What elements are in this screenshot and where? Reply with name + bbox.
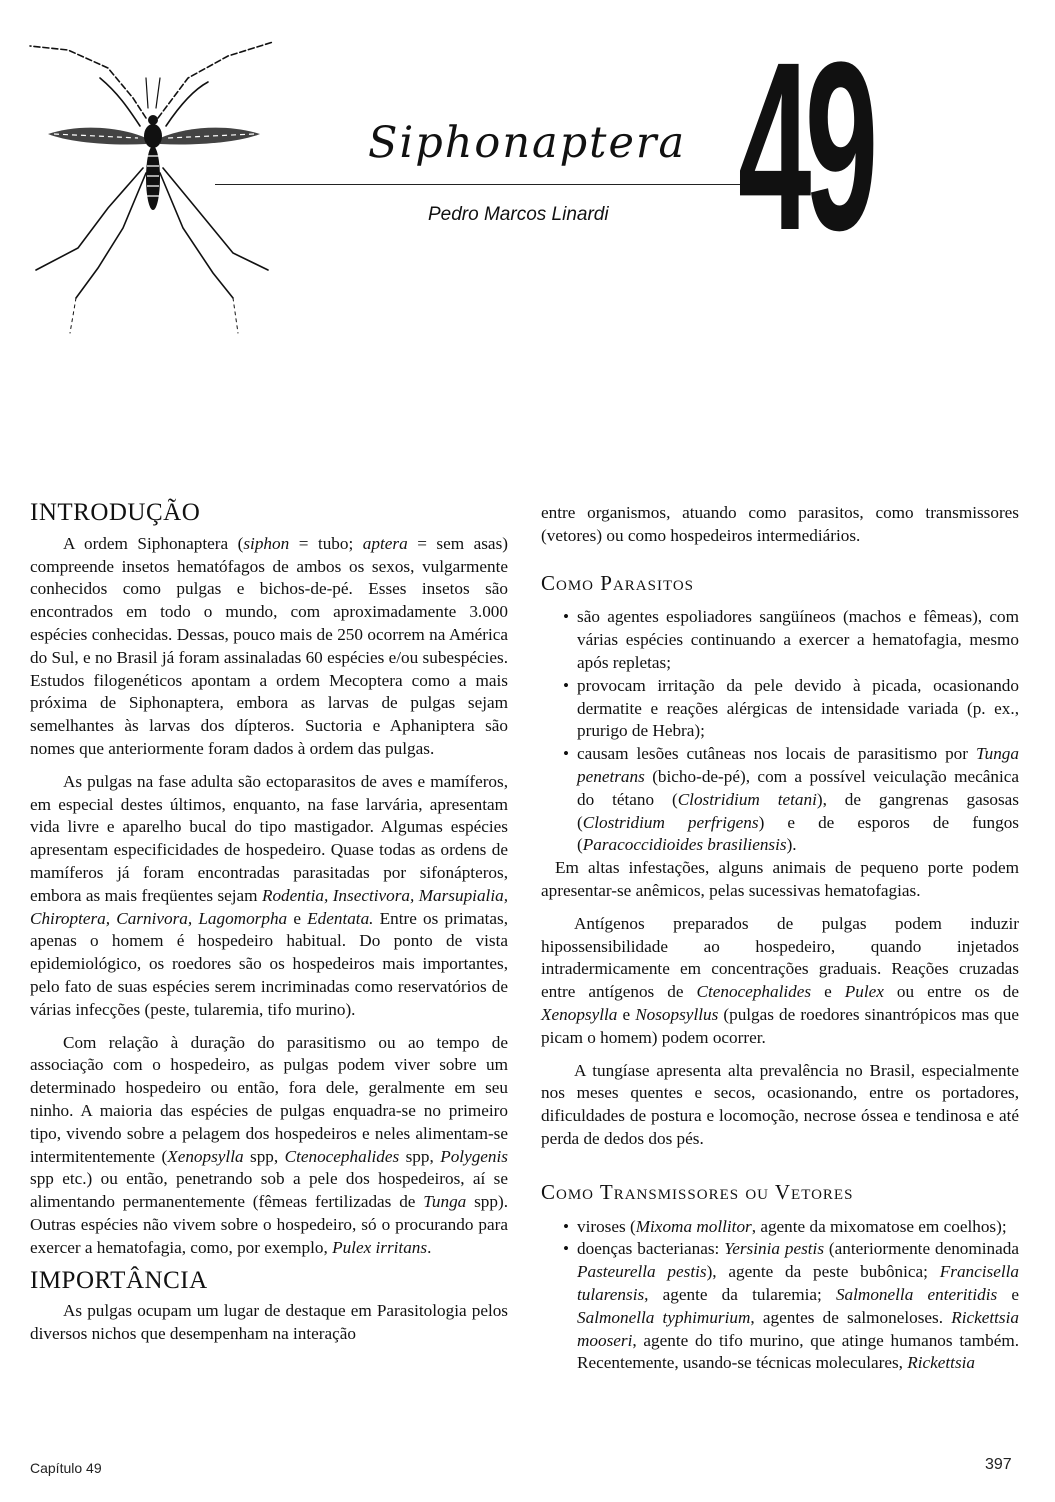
parasites-list [541, 606, 1019, 857]
section-heading-importance: IMPORTÂNCIA [30, 1266, 208, 1294]
mosquito-illustration [28, 38, 278, 338]
paragraph: Antígenos preparados de pulgas podem induzir hipossensibilidade ao hospedeiro, quando injetados intradermicamente em concentrações graduais. Reações cruzadas entre antígenos de Ctenocephalides e Pulex ou entre os de Xenopsylla e Nosopsyllus (pulgas de roedores sinantrópicos mas que picam o homem) podem ocorrer. [541, 913, 1019, 1047]
list-item: • causam lesões cutâneas nos locais de parasitismo por Tunga penetrans (bicho-de-pé), com a possível veiculação mecânica do tétano (Clostridium tetani), de gangrenas gasosas (Clostridium perfrigens) e de esporos de fungos (Paracoccidioides brasiliensis). [563, 743, 1019, 857]
list-item: • viroses (Mixoma mollitor, agente da mixomatose em coelhos); [563, 1216, 1019, 1239]
paragraph: As pulgas ocupam um lugar de destaque em Parasitologia pelos diversos nichos que desempenham na interação [30, 1301, 508, 1344]
list-item: • provocam irritação da pele devido à picada, ocasionando dermatite e reações alérgicas de intensidade variada (p. ex., prurigo de Hebra); [563, 675, 1019, 743]
paragraph: A ordem Siphonaptera (siphon = tubo; aptera = sem asas) compreende insetos hematófagos de ambos os sexos, vulgarmente conhecidos como pulgas e bichos-de-pé. Esses insetos são encontrados em todo o mundo, com aproximadamente 3.000 espécies conhecidas. Dessas, pouco mais de 250 ocorrem na América do Sul, e no Brasil já foram assinaladas 60 espécies e/ou subespécies. Estudos filogenéticos apontam a ordem Mecoptera como a mais próxima de Siphonaptera, embora as larvas de pulgas sejam semelhantes às larvas dos dípteros. Suctoria e Aphaniptera são nomes que anteriormente foram dados à ordem das pulgas. [30, 533, 508, 758]
vectors-list [541, 1216, 1019, 1376]
subsection-heading-parasites: Como Parasitos [541, 570, 695, 595]
footer-chapter-label: Capítulo 49 [30, 1460, 102, 1476]
author-name: Pedro Marcos Linardi [428, 204, 609, 225]
paragraph: Em altas infestações, alguns animais de pequeno porte podem apresentar-se anêmicos, pelas sucessivas hematofagias. [541, 858, 1019, 900]
paragraph-continuation: entre organismos, atuando como parasitos, como transmissores (vetores) ou como hospedeiros intermediários. [541, 503, 1019, 545]
paragraph: A tungíase apresenta alta prevalência no Brasil, especialmente nos meses quentes e secos, ocasionando, entre os portadores, dificuldades de postura e locomoção, necrose óssea e tendinosa e até perda de dedos dos pés. [541, 1060, 1019, 1148]
section-heading-introduction: INTRODUÇÃO [30, 499, 201, 526]
chapter-number: 49 [738, 12, 872, 280]
right-column [541, 502, 1019, 1375]
paragraph: As pulgas na fase adulta são ectoparasitos de aves e mamíferos, em especial destes últimos, enquanto, na fase larvária, apresentam vida livre e aparelho bucal do tipo mastigador. Algumas espécies apresentam especificidades de hospedeiro. Quase todas as ordens de mamíferos já foram encontradas parasitadas por sifonápteros, embora as mais freqüentes sejam Rodentia, Insectivora, Marsupialia, Chiroptera, Carnivora, Lagomorpha e Edentata. Entre os primatas, apenas o homem é hospedeiro habitual. Do ponto de vista epidemiológico, os roedores são os hospedeiros mais importantes, pelo fato de suas espécies serem incriminadas como reservatórios de várias infecções (peste, tularemia, tifo murino). [30, 771, 508, 1019]
list-item: • doenças bacterianas: Yersinia pestis (anteriormente denominada Pasteurella pestis), agente da peste bubônica; Francisella tularensis, agente da tularemia; Salmonella enteritidis e Salmonella typhimurium, agentes de salmoneloses. Rickettsia mooseri, agente do tifo murino, que atinge humanos também. Recentemente, usando-se técnicas moleculares, Rickettsia [563, 1238, 1019, 1375]
chapter-title: Siphonaptera [368, 118, 687, 168]
page-number: 397 [985, 1456, 1012, 1473]
left-column [30, 499, 508, 1356]
subsection-heading-vectors: Como Transmissores ou Vetores [541, 1179, 854, 1204]
title-rule [215, 184, 795, 185]
list-item: • são agentes espoliadores sangüíneos (machos e fêmeas), com várias espécies continuando a exercer a hematofagia, mesmo após repletas; [563, 606, 1019, 674]
paragraph: Com relação à duração do parasitismo ou ao tempo de associação com o hospedeiro, as pulgas podem viver sobre um determinado hospedeiro ou então, fora dele, geralmente em seu ninho. A maioria das espécies de pulgas enquadra-se no primeiro tipo, vivendo sobre a pelagem dos hospedeiros e neles alimentam-se intermitentemente (Xenopsylla spp, Ctenocephalides spp, Polygenis spp etc.) ou então, penetrando sob a pele dos hospedeiros, aí se alimentando permanentemente (fêmeas fertilizadas de Tunga spp). Outras espécies não vivem sobre o hospedeiro, só o procurando para exercer a hematofagia, como, por exemplo, Pulex irritans. [30, 1032, 508, 1257]
